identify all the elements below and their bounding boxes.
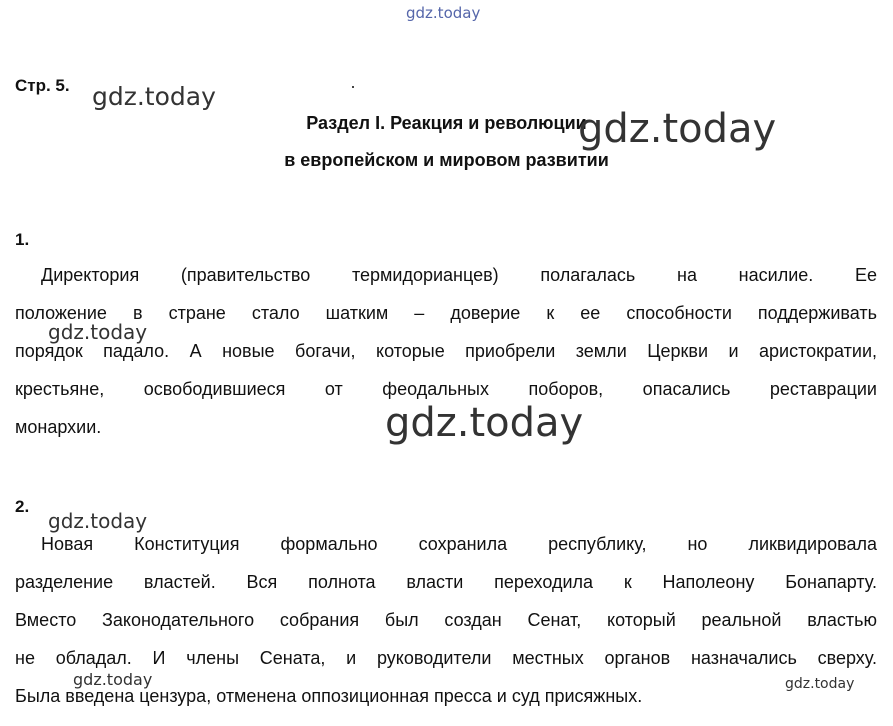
answer-number-2: 2. (15, 497, 30, 516)
paragraph-line: не обладал. И члены Сената, и руководители местных органов назначались сверху. (15, 648, 877, 668)
paragraph-line: Вместо Законодательного собрания был создан Сенат, который реальной властью (15, 610, 877, 630)
watermark: gdz.today (578, 106, 777, 152)
answer-number-1: 1. (15, 230, 30, 249)
page-reference: Стр. 5. (15, 76, 70, 95)
section-heading-line-1: Раздел I. Реакция и революции (306, 113, 587, 133)
scan-speck (352, 86, 354, 88)
paragraph-line: Директория (правительство термидорианцев) полагалась на насилие. Ее (41, 265, 877, 285)
watermark: gdz.today (385, 400, 584, 446)
watermark: gdz.today (73, 670, 153, 689)
paragraph-line: крестьяне, освободившиеся от феодальных поборов, опасались реставрации (15, 379, 877, 399)
watermark-top: gdz.today (406, 4, 481, 22)
watermark: gdz.today (48, 509, 148, 533)
paragraph-line: Была введена цензура, отменена оппозиционная пресса и суд присяжных. (15, 686, 643, 706)
paragraph-line: положение в стране стало шатким – доверие к ее способности поддерживать (15, 303, 877, 323)
paragraph-line: порядок падало. А новые богачи, которые приобрели земли Церкви и аристократии, (15, 341, 877, 361)
watermark: gdz.today (92, 82, 216, 111)
watermark: gdz.today (785, 676, 855, 692)
paragraph-line: разделение властей. Вся полнота власти переходила к Наполеону Бонапарту. (15, 572, 877, 592)
watermark: gdz.today (48, 320, 148, 344)
section-heading-line-2: в европейском и мировом развитии (284, 150, 609, 170)
paragraph-line: Новая Конституция формально сохранила республику, но ликвидировала (41, 534, 877, 554)
paragraph-line: монархии. (15, 417, 102, 437)
